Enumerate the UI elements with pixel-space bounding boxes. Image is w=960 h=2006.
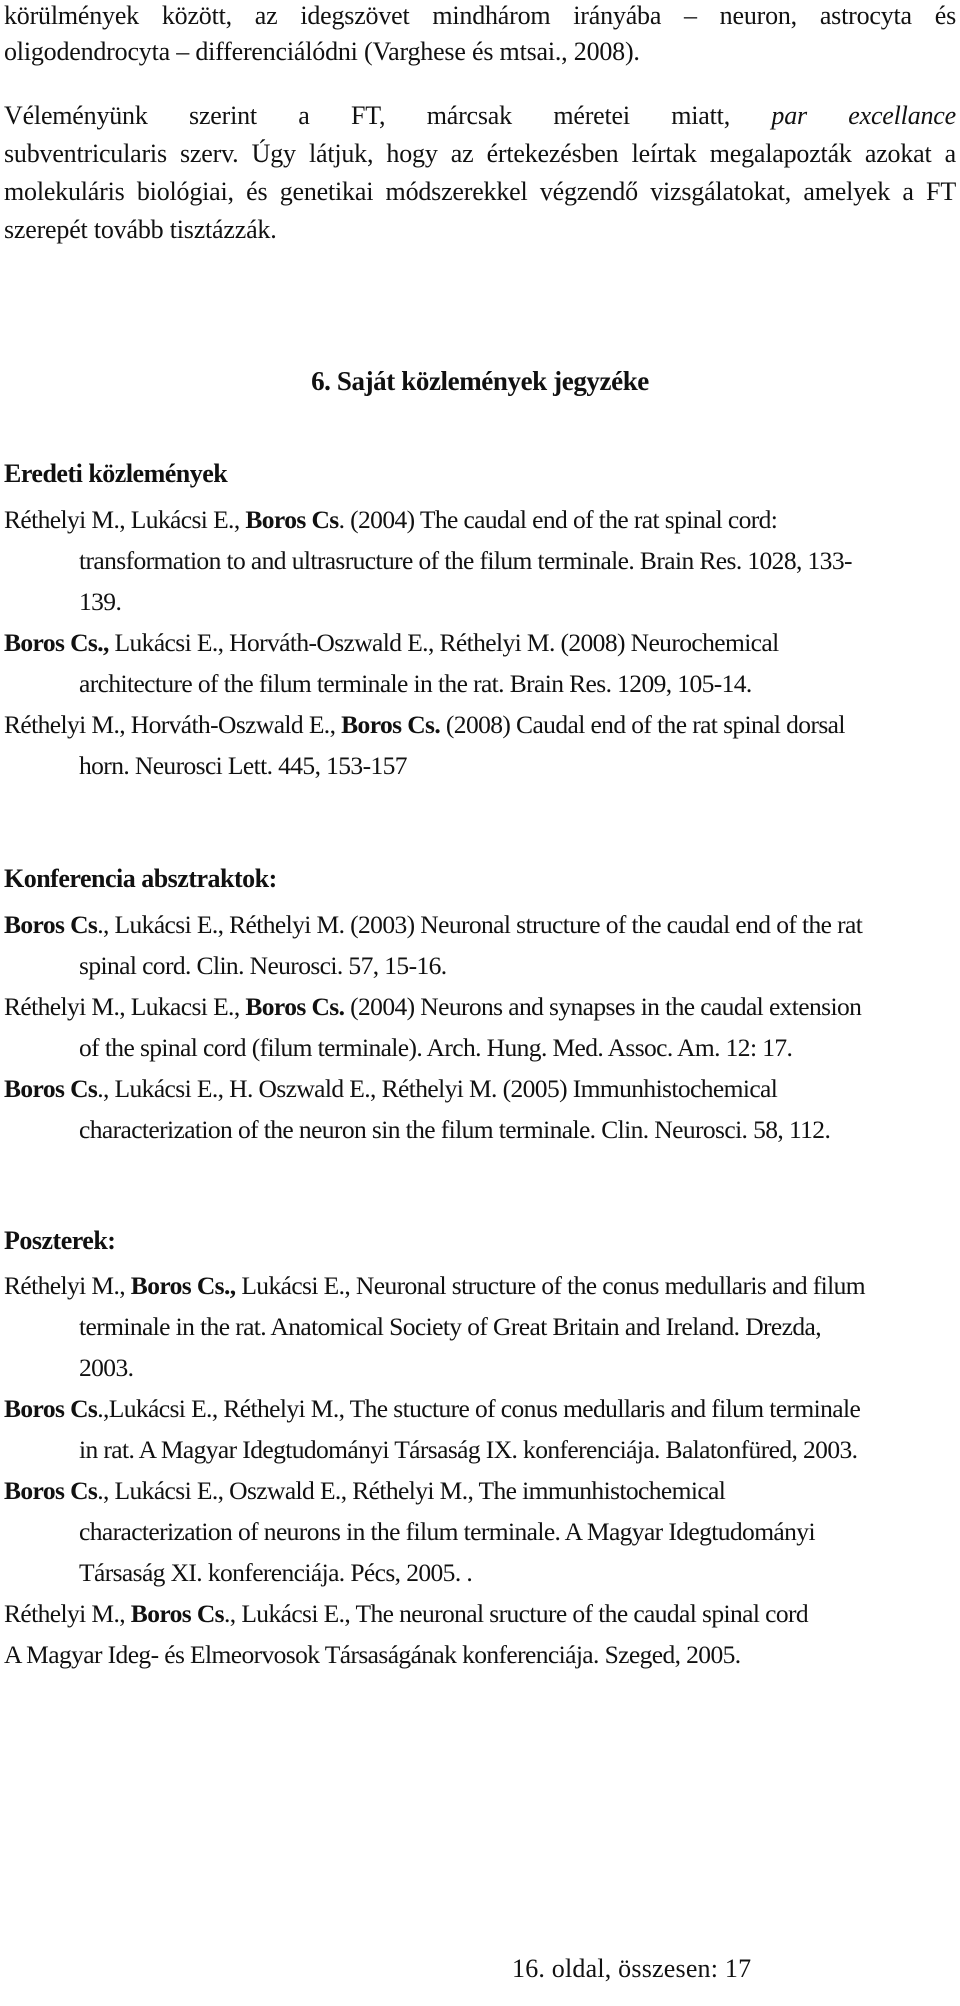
intro-line-4: subventricularis szerv. Úgy látjuk, hogy az értekezésben leírtak megalapozták azokat a (4, 139, 956, 168)
author-highlight: Boros Cs. (341, 710, 441, 739)
reference-item: Réthelyi M., Lukácsi E., Boros Cs. (2004) The caudal end of the rat spinal cord: transformation to and ultrasructure of the filum terminale. Brain Res. 1028, 133- 139. (4, 505, 852, 616)
author-highlight: Boros Cs (4, 910, 98, 939)
posters-heading: Poszterek: (4, 1226, 116, 1255)
author-highlight: Boros Cs. (245, 992, 345, 1021)
author-highlight: Boros Cs (4, 1074, 98, 1103)
reference-item: Réthelyi M., Boros Cs., Lukácsi E., Neuronal structure of the conus medullaris and filum terminale in the rat. Anatomical Society of Great Britain and Ireland. Drezda, 2003. (4, 1271, 866, 1382)
abstracts-heading: Konferencia absztraktok: (4, 864, 277, 893)
reference-item: Réthelyi M., Boros Cs., Lukácsi E., The neuronal sructure of the caudal spinal cord A Magyar Ideg- és Elmeorvosok Társaságának konferenciája. Szeged, 2005. (4, 1593, 944, 1675)
reference-item: Boros Cs., Lukácsi E., H. Oszwald E., Réthelyi M. (2005) Immunhistochemical characterization of the neuron sin the filum terminale. Clin. Neurosci. 58, 112. (4, 1074, 831, 1144)
author-highlight: Boros Cs (4, 1394, 98, 1423)
opinion-text: Véleményünk szerint a FT, márcsak méretei miatt, (4, 101, 730, 130)
page-number: 16. oldal, összesen: 17 (512, 1954, 752, 1983)
intro-line-2: oligodendrocyta – differenciálódni (Varghese és mtsai., 2008). (4, 37, 640, 66)
author-highlight: Boros Cs (4, 1476, 98, 1505)
intro-line-1: körülmények között, az idegszövet mindhárom irányába – neuron, astrocyta és (4, 1, 956, 30)
author-highlight: Boros Cs (130, 1599, 224, 1628)
reference-item: Réthelyi M., Lukacsi E., Boros Cs. (2004) Neurons and synapses in the caudal extension of the spinal cord (filum terminale). Arch. Hung. Med. Assoc. Am. 12: 17. (4, 992, 862, 1062)
reference-line: A Magyar Ideg- és Elmeorvosok Társaságának konferenciája. Szeged, 2005. (4, 1640, 741, 1669)
reference-item: Boros Cs.,Lukácsi E., Réthelyi M., The stucture of conus medullaris and filum terminale in rat. A Magyar Idegtudományi Társaság IX. konferenciája. Balatonfüred, 2003. (4, 1394, 861, 1464)
intro-line-5: molekuláris biológiai, és genetikai módszerekkel végzendő vizsgálatokat, amelyek a FT (4, 177, 956, 206)
reference-item: Boros Cs., Lukácsi E., Oszwald E., Réthelyi M., The immunhistochemical characterization of neurons in the filum terminale. A Magyar Idegtudományi Társaság XI. konferenciája. Pécs, 2005. . (4, 1476, 815, 1587)
reference-item: Réthelyi M., Horváth-Oszwald E., Boros Cs. (2008) Caudal end of the rat spinal dorsal horn. Neurosci Lett. 445, 153-157 (4, 710, 845, 780)
reference-item: Boros Cs., Lukácsi E., Horváth-Oszwald E., Réthelyi M. (2008) Neurochemical architecture of the filum terminale in the rat. Brain Res. 1209, 105-14. (4, 628, 779, 698)
intro-paragraph-1 (4, 0, 956, 70)
author-highlight: Boros Cs (245, 505, 339, 534)
author-highlight: Boros Cs., (130, 1271, 236, 1300)
opinion-italic: par excellance (771, 101, 956, 130)
intro-line-3 (4, 97, 956, 135)
author-highlight: Boros Cs., (4, 628, 109, 657)
reference-item: Boros Cs., Lukácsi E., Réthelyi M. (2003) Neuronal structure of the caudal end of the rat spinal cord. Clin. Neurosci. 57, 15-16. (4, 910, 863, 980)
intro-line-6: szerepét tovább tisztázzák. (4, 215, 277, 244)
intro-paragraph-2 (4, 97, 956, 249)
original-papers-heading: Eredeti közlemények (4, 459, 228, 488)
section-title: 6. Saját közlemények jegyzéke (311, 366, 649, 396)
